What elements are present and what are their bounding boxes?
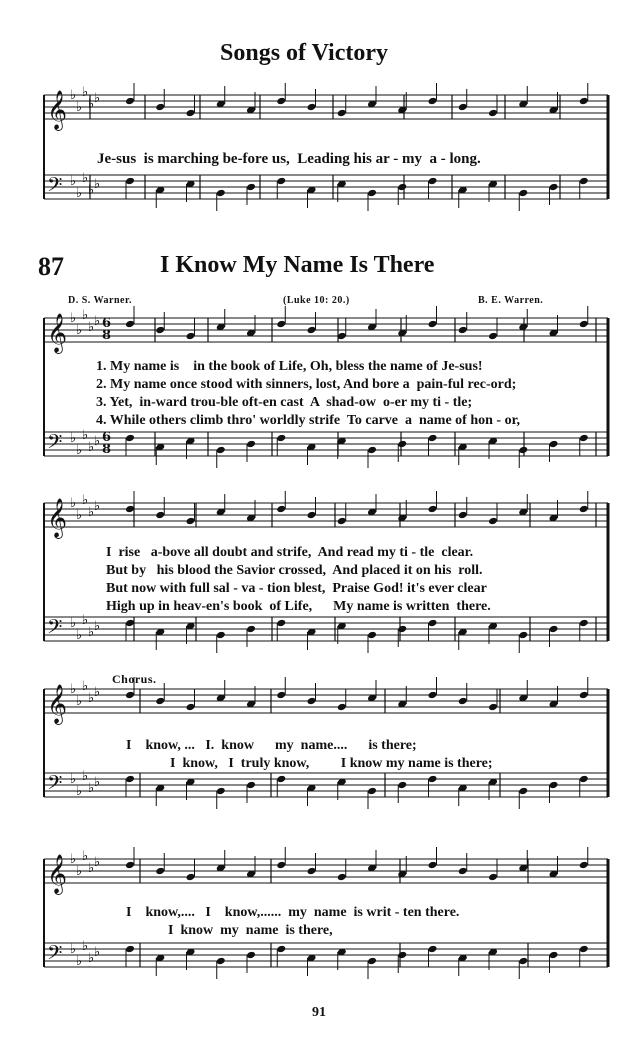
treble-clef: 𝄞: [47, 684, 68, 724]
flat-sign: ♭: [76, 186, 83, 201]
note-head: [488, 332, 498, 341]
note-head: [155, 103, 165, 112]
note-head: [125, 177, 135, 186]
bass-clef: 𝄢: [47, 430, 63, 458]
flat-sign: ♭: [70, 496, 77, 511]
note-head: [579, 320, 589, 329]
flat-sign: ♭: [76, 694, 83, 709]
chorus-lyric-1-upper: I know, ... I. know my name.... is there;: [126, 738, 417, 753]
note-head: [246, 440, 256, 449]
note-head: [246, 625, 256, 634]
flat-sign: ♭: [70, 431, 77, 446]
flat-sign: ♭: [88, 625, 95, 640]
note-head: [488, 703, 498, 712]
note-head: [276, 775, 286, 784]
author-credit: D. S. Warner.: [68, 295, 133, 306]
note-head: [216, 957, 226, 966]
note-head: [579, 434, 589, 443]
flat-sign: ♭: [94, 499, 101, 514]
flat-sign: ♭: [82, 939, 89, 954]
note-head: [549, 440, 559, 449]
note-head: [125, 434, 135, 443]
flat-sign: ♭: [94, 91, 101, 106]
flat-sign: ♭: [76, 508, 83, 523]
note-head: [428, 945, 438, 954]
note-head: [367, 189, 377, 198]
note-head: [397, 183, 407, 192]
note-head: [579, 97, 589, 106]
note-head: [337, 109, 347, 118]
flat-sign: ♭: [94, 685, 101, 700]
flat-sign: ♭: [82, 308, 89, 323]
note-head: [518, 787, 528, 796]
flat-sign: ♭: [70, 174, 77, 189]
treble-clef: 𝄞: [47, 90, 68, 130]
flat-sign: ♭: [88, 440, 95, 455]
flat-sign: ♭: [88, 951, 95, 966]
flat-sign: ♭: [94, 177, 101, 192]
note-head: [428, 861, 438, 870]
note-head: [216, 631, 226, 640]
bass-clef: 𝄢: [47, 771, 63, 799]
flat-sign: ♭: [94, 314, 101, 329]
note-head: [518, 957, 528, 966]
flat-sign: ♭: [70, 88, 77, 103]
note-head: [276, 97, 286, 106]
flat-sign: ♭: [70, 942, 77, 957]
time-signature: 8: [102, 328, 112, 343]
note-head: [186, 873, 196, 882]
note-head: [186, 109, 196, 118]
note-head: [125, 775, 135, 784]
page-number: 91: [312, 1005, 326, 1020]
note-head: [579, 861, 589, 870]
note-head: [428, 177, 438, 186]
flat-sign: ♭: [70, 682, 77, 697]
scripture-reference: (Luke 10: 20.): [283, 295, 350, 306]
note-head: [458, 103, 468, 112]
lyric-verse-3-line-1: 3. Yet, in-ward trou-ble oft-en cast A shad-ow o-er my ti - tle;: [96, 395, 473, 410]
note-head: [216, 787, 226, 796]
time-signature: 6: [102, 430, 112, 445]
note-head: [458, 697, 468, 706]
lyric-verse-2-line-1: 2. My name once stood with sinners, lost, And bore a pain-ful rec-ord;: [96, 377, 517, 392]
note-head: [428, 505, 438, 514]
flat-sign: ♭: [70, 772, 77, 787]
time-signature: 6: [102, 316, 112, 331]
note-head: [155, 697, 165, 706]
note-head: [155, 511, 165, 520]
note-head: [307, 103, 317, 112]
flat-sign: ♭: [76, 443, 83, 458]
flat-sign: ♭: [94, 775, 101, 790]
flat-sign: ♭: [82, 613, 89, 628]
note-head: [155, 326, 165, 335]
flat-sign: ♭: [94, 434, 101, 449]
flat-sign: ♭: [82, 85, 89, 100]
note-head: [367, 957, 377, 966]
note-head: [518, 189, 528, 198]
note-head: [246, 183, 256, 192]
note-head: [307, 511, 317, 520]
note-head: [307, 867, 317, 876]
flat-sign: ♭: [88, 781, 95, 796]
note-head: [367, 631, 377, 640]
flat-sign: ♭: [88, 183, 95, 198]
bass-clef: 𝄢: [47, 615, 63, 643]
note-head: [579, 505, 589, 514]
note-head: [428, 775, 438, 784]
flat-sign: ♭: [88, 320, 95, 335]
note-head: [186, 703, 196, 712]
flat-sign: ♭: [88, 861, 95, 876]
treble-clef: 𝄞: [47, 854, 68, 894]
flat-sign: ♭: [82, 428, 89, 443]
chorus-lyric-1-lower: I know, I truly know, I know my name is there;: [170, 756, 493, 771]
note-head: [276, 434, 286, 443]
note-head: [155, 867, 165, 876]
note-head: [428, 97, 438, 106]
note-head: [367, 446, 377, 455]
note-head: [518, 631, 528, 640]
note-head: [216, 189, 226, 198]
note-head: [307, 326, 317, 335]
note-head: [518, 446, 528, 455]
flat-sign: ♭: [76, 100, 83, 115]
flat-sign: ♭: [94, 619, 101, 634]
note-head: [337, 517, 347, 526]
note-head: [428, 320, 438, 329]
note-head: [367, 787, 377, 796]
lyric-verse-4-line-2: High up in heav-en's book of Life, My name is written there.: [106, 599, 491, 614]
lyric-verse-1-line-2: I rise a-bove all doubt and strife, And read my ti - tle clear.: [106, 545, 474, 560]
note-head: [276, 320, 286, 329]
note-head: [276, 177, 286, 186]
note-head: [125, 97, 135, 106]
flat-sign: ♭: [82, 849, 89, 864]
note-head: [488, 873, 498, 882]
note-head: [549, 183, 559, 192]
note-head: [488, 109, 498, 118]
note-head: [276, 861, 286, 870]
note-head: [246, 951, 256, 960]
note-head: [579, 945, 589, 954]
note-head: [458, 326, 468, 335]
note-head: [125, 320, 135, 329]
flat-sign: ♭: [88, 97, 95, 112]
note-head: [186, 332, 196, 341]
flat-sign: ♭: [76, 323, 83, 338]
bass-clef: 𝄢: [47, 941, 63, 969]
note-head: [397, 951, 407, 960]
chorus-lyric-2-lower: I know my name is there,: [168, 923, 333, 938]
note-head: [276, 505, 286, 514]
note-head: [579, 691, 589, 700]
note-head: [579, 619, 589, 628]
note-head: [428, 619, 438, 628]
section-title: Songs of Victory: [220, 40, 388, 66]
note-head: [276, 691, 286, 700]
note-head: [307, 697, 317, 706]
chorus-lyric-2-upper: I know,.... I know,...... my name is writ - ten there.: [126, 905, 460, 920]
note-head: [458, 511, 468, 520]
note-head: [428, 691, 438, 700]
flat-sign: ♭: [76, 864, 83, 879]
flat-sign: ♭: [76, 954, 83, 969]
note-head: [579, 177, 589, 186]
lyric-verse-4-line-1: 4. While others climb thro' worldly strife To carve a name of hon - or,: [96, 413, 520, 428]
flat-sign: ♭: [70, 311, 77, 326]
note-head: [428, 434, 438, 443]
flat-sign: ♭: [70, 616, 77, 631]
flat-sign: ♭: [70, 852, 77, 867]
note-head: [186, 517, 196, 526]
note-head: [458, 867, 468, 876]
composer-credit: B. E. Warren.: [478, 295, 544, 306]
flat-sign: ♭: [94, 855, 101, 870]
flat-sign: ♭: [88, 691, 95, 706]
hymn-title: I Know My Name Is There: [160, 252, 435, 278]
note-head: [276, 619, 286, 628]
note-head: [216, 446, 226, 455]
lyric-line-previous: Je-sus is marching be-fore us, Leading his ar - my a - long.: [97, 151, 481, 167]
lyric-verse-3-line-2: But now with full sal - va - tion blest, Praise God! it's ever clear: [106, 581, 487, 596]
flat-sign: ♭: [82, 171, 89, 186]
note-head: [125, 945, 135, 954]
note-head: [337, 703, 347, 712]
treble-clef: 𝄞: [47, 313, 68, 353]
note-head: [125, 691, 135, 700]
treble-clef: 𝄞: [47, 498, 68, 538]
note-head: [579, 775, 589, 784]
flat-sign: ♭: [82, 493, 89, 508]
note-head: [488, 517, 498, 526]
time-signature: 8: [102, 442, 112, 457]
note-head: [549, 625, 559, 634]
lyric-verse-1-line-1: 1. My name is in the book of Life, Oh, bless the name of Je-sus!: [96, 359, 483, 374]
note-head: [397, 440, 407, 449]
flat-sign: ♭: [94, 945, 101, 960]
hymn-number: 87: [38, 252, 64, 281]
lyric-verse-2-line-2: But by his blood the Savior crossed, And placed it on his roll.: [106, 563, 483, 578]
note-head: [549, 951, 559, 960]
bass-clef: 𝄢: [47, 173, 63, 201]
note-head: [276, 945, 286, 954]
flat-sign: ♭: [82, 769, 89, 784]
flat-sign: ♭: [76, 628, 83, 643]
chorus-label: Chorus.: [112, 672, 157, 686]
note-head: [125, 861, 135, 870]
flat-sign: ♭: [76, 784, 83, 799]
note-head: [549, 781, 559, 790]
note-head: [397, 625, 407, 634]
note-head: [397, 781, 407, 790]
note-head: [337, 873, 347, 882]
flat-sign: ♭: [82, 679, 89, 694]
flat-sign: ♭: [88, 505, 95, 520]
note-head: [246, 781, 256, 790]
